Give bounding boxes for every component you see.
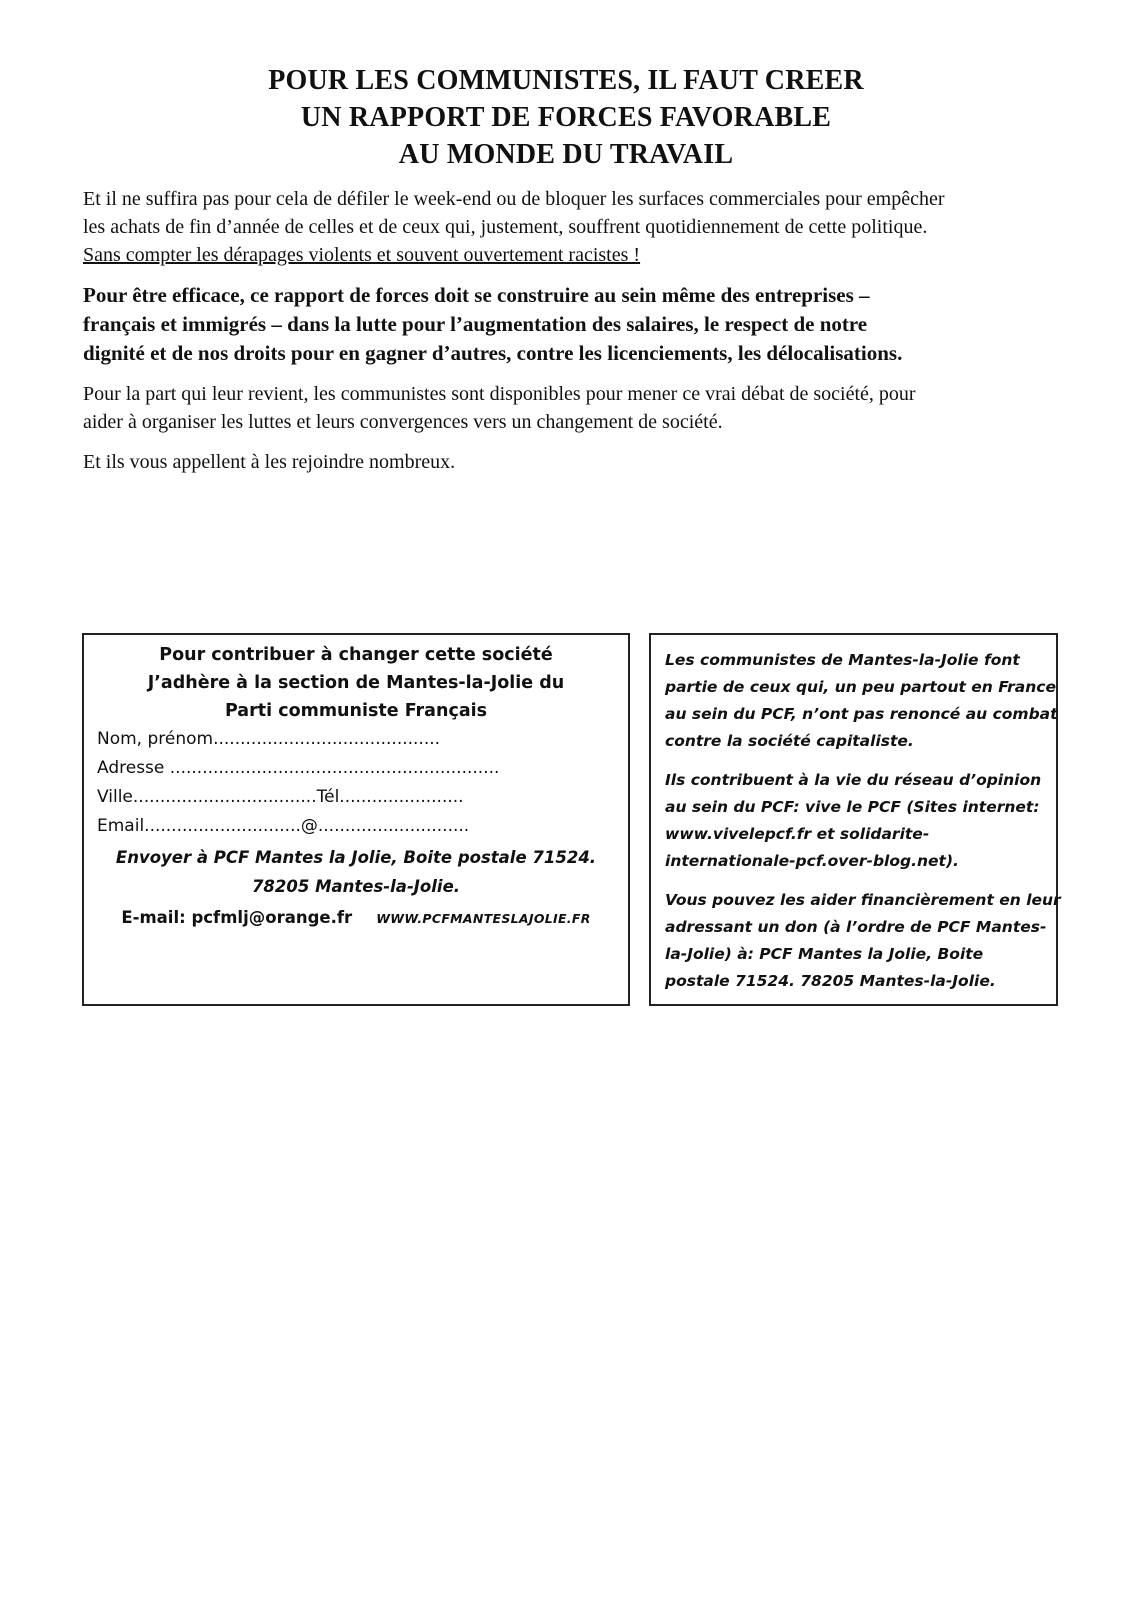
info-line: www.vivelepcf.fr et solidarite- bbox=[665, 825, 930, 843]
name-field[interactable]: Nom, prénom.......................................... bbox=[97, 729, 441, 749]
paragraph-communists bbox=[83, 380, 1053, 436]
form-fields bbox=[84, 725, 628, 841]
info-line: postale 71524. 78205 Mantes-la-Jolie. bbox=[665, 972, 996, 990]
send-line: 78205 Mantes-la-Jolie. bbox=[251, 877, 461, 896]
email-field[interactable]: Email.............................@............................ bbox=[97, 816, 470, 836]
info-line: Vous pouvez les aider financièrement en leur bbox=[665, 891, 1061, 909]
text-line: français et immigrés – dans la lutte pour l’augmentation des salaires, le respect de notre bbox=[83, 312, 868, 336]
title-line: AU MONDE DU TRAVAIL bbox=[398, 139, 734, 170]
info-line: au sein du PCF: vive le PCF (Sites internet: bbox=[665, 798, 1040, 816]
text-line: Et il ne suffira pas pour cela de défiler le week-end ou de bloquer les surfaces commerciales pour empêcher bbox=[83, 188, 945, 210]
info-line: au sein du PCF, n’ont pas renoncé au combat bbox=[665, 705, 1058, 723]
info-paragraph bbox=[665, 767, 1044, 875]
title-line: POUR LES COMMUNISTES, IL FAUT CREER bbox=[268, 65, 864, 96]
website-link[interactable]: WWW.PCFMANTESLAJOLIE.FR bbox=[376, 911, 591, 926]
adhesion-title-line: Parti communiste Français bbox=[224, 701, 488, 721]
info-line: contre la société capitaliste. bbox=[665, 732, 914, 750]
address-field[interactable]: Adresse ............................................................. bbox=[97, 758, 500, 778]
underlined-text: Sans compter les dérapages violents et souvent ouvertement racistes ! bbox=[83, 244, 641, 266]
send-line: Envoyer à PCF Mantes la Jolie, Boite postale 71524. bbox=[115, 848, 597, 867]
page-title bbox=[0, 62, 1132, 173]
text-line: Pour la part qui leur revient, les communistes sont disponibles pour mener ce vrai débat de société, pour bbox=[83, 383, 916, 405]
text-line: Et ils vous appellent à les rejoindre nombreux. bbox=[83, 451, 456, 473]
adhesion-form-box bbox=[82, 633, 630, 1006]
text-line: Pour être efficace, ce rapport de forces doit se construire au sein même des entreprises – bbox=[83, 283, 870, 307]
body-text bbox=[83, 185, 1053, 488]
title-line: UN RAPPORT DE FORCES FAVORABLE bbox=[300, 102, 832, 133]
adhesion-title-line: J’adhère à la section de Mantes-la-Jolie du bbox=[147, 673, 565, 693]
adhesion-title-line: Pour contribuer à changer cette société bbox=[159, 645, 553, 665]
text-line: les achats de fin d’année de celles et de ceux qui, justement, souffrent quotidiennement de cette politique. bbox=[83, 216, 928, 238]
info-paragraph bbox=[665, 887, 1061, 995]
adhesion-title bbox=[84, 641, 628, 725]
send-address bbox=[84, 843, 628, 901]
contact-line bbox=[84, 901, 628, 936]
contact-email[interactable]: E-mail: pcfmlj@orange.fr bbox=[121, 908, 353, 927]
info-line: Ils contribuent à la vie du réseau d’opinion bbox=[665, 771, 1042, 789]
info-line: la-Jolie) à: PCF Mantes la Jolie, Boite bbox=[665, 945, 984, 963]
info-line: Les communistes de Mantes-la-Jolie font bbox=[665, 651, 1020, 669]
paragraph-call bbox=[83, 448, 1053, 476]
text-line: aider à organiser les luttes et leurs convergences vers un changement de société. bbox=[83, 411, 723, 433]
city-phone-field[interactable]: Ville..................................Tél....................... bbox=[97, 787, 464, 807]
paragraph-intro bbox=[83, 185, 1053, 269]
info-line: adressant un don (à l’ordre de PCF Mantes- bbox=[665, 918, 1047, 936]
info-box bbox=[649, 633, 1061, 1006]
text-line: dignité et de nos droits pour en gagner d’autres, contre les licenciements, les délocalisations. bbox=[83, 341, 903, 365]
paragraph-bold bbox=[83, 281, 1053, 368]
info-line: partie de ceux qui, un peu partout en France bbox=[665, 678, 1056, 696]
info-paragraph bbox=[665, 647, 1058, 755]
info-line: internationale-pcf.over-blog.net). bbox=[665, 852, 959, 870]
